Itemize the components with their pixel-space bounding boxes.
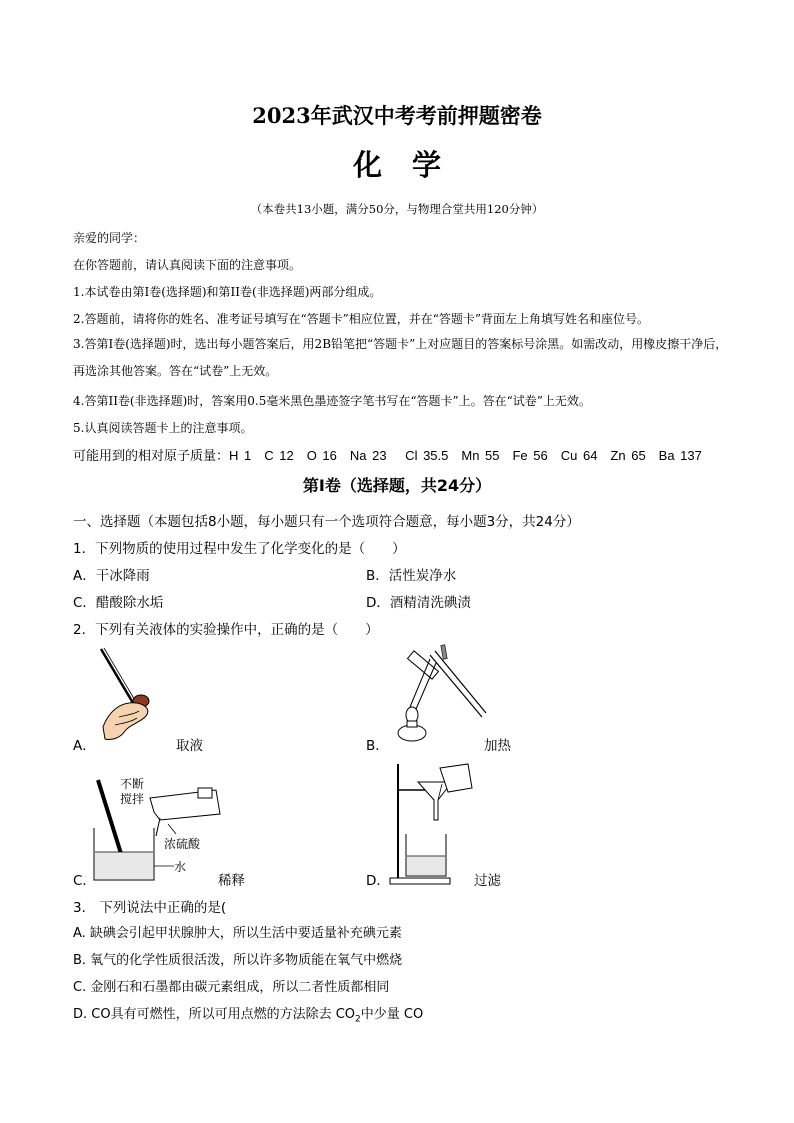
q2-option-a-caption: 取液 [176,738,203,754]
q2-option-c-letter: C． [73,873,96,889]
atomic-masses: 可能用到的相对原子质量：H 1 C 12 O 16 Na 23 Cl 35.5 Mn 55 Fe 56 Cu 64 Zn 65 Ba 137 [73,448,702,463]
q2-option-a-letter: A． [73,738,96,754]
section-title: 第I卷（选择题，共24分） [302,476,492,495]
q2-option-c-caption: 稀释 [218,873,245,889]
q3-option-d [73,1003,423,1025]
q1-option-b: B．活性炭净水 [366,568,457,584]
exam-title: 2023年武汉中考考前押题密卷 [252,103,542,128]
exam-meta: （本卷共13小题，满分50分，与物理合堂共用120分钟） [250,202,544,216]
section-instruction: 一、选择题（本题包括8小题，每小题只有一个选项符合题意，每小题3分，共24分） [73,514,580,530]
note-item-1: 1.本试卷由第I卷(选择题)和第II卷(非选择题)两部分组成。 [73,285,382,299]
q3-option-b: B. 氧气的化学性质很活泼，所以许多物质能在氧气中燃烧 [73,953,403,968]
greeting: 亲爱的同学： [73,231,146,245]
label-water: 水 [174,860,187,874]
note-item-5: 5.认真阅读答题卡上的注意事项。 [73,421,253,435]
notes-intro: 在你答题前，请认真阅读下面的注意事项。 [73,258,302,272]
figure-filtration [390,760,480,886]
label-concentrated-acid: 浓硫酸 [164,837,201,851]
label-stir-1: 不断 [120,777,145,791]
note-item-3: 3.答第I卷(选择题)时，选出每小题答案后，用2B铅笔把“答题卡”上对应题目的答案标号涂黑。如需改动，用橡皮擦干净后，再选涂其他答案。答在“试卷”上无效。 [73,337,728,378]
label-stir-2: 搅拌 [120,792,145,806]
q1-option-d: D．酒精清洗碘渍 [366,595,471,611]
q3-option-d-text: D. CO具有可燃性，所以可用点燃的方法除去 CO [73,1007,356,1022]
note-item-4: 4.答第II卷(非选择题)时，答案用0.5毫米黑色墨迹签字笔书写在“答题卡”上。答在“试卷”上无效。 [73,394,591,408]
note-item-2: 2.答题前，请将你的姓名、准考证号填写在“答题卡”相应位置，并在“答题卡”背面左上角填写姓名和座位号。 [73,312,649,326]
q2-option-d-letter: D． [366,873,390,889]
q3-option-d-subscript: 2 [355,1014,361,1025]
figure-heating [390,645,490,745]
q2-option-b-letter: B． [366,738,389,754]
q2-option-d-caption: 过滤 [474,873,501,889]
q3-stem: 3． 下列说法中正确的是( [73,900,227,916]
figure-dilution [90,772,230,882]
figure-dropper [95,645,165,745]
q3-option-a: A. 缺碘会引起甲状腺肿大，所以生活中要适量补充碘元素 [73,926,402,941]
q2-option-b-caption: 加热 [484,738,511,754]
q1-option-a: A．干冰降雨 [73,568,150,584]
q1-stem: 1．下列物质的使用过程中发生了化学变化的是（ ） [73,541,406,557]
q2-stem: 2．下列有关液体的实验操作中，正确的是（ ） [73,622,379,638]
subject-title: 化学 [352,148,471,182]
q3-option-c: C. 金刚石和石墨都由碳元素组成，所以二者性质都相同 [73,980,390,995]
q1-option-c: C．醋酸除水垢 [73,595,164,611]
q3-option-d-tail: 中少量 CO [360,1007,424,1022]
